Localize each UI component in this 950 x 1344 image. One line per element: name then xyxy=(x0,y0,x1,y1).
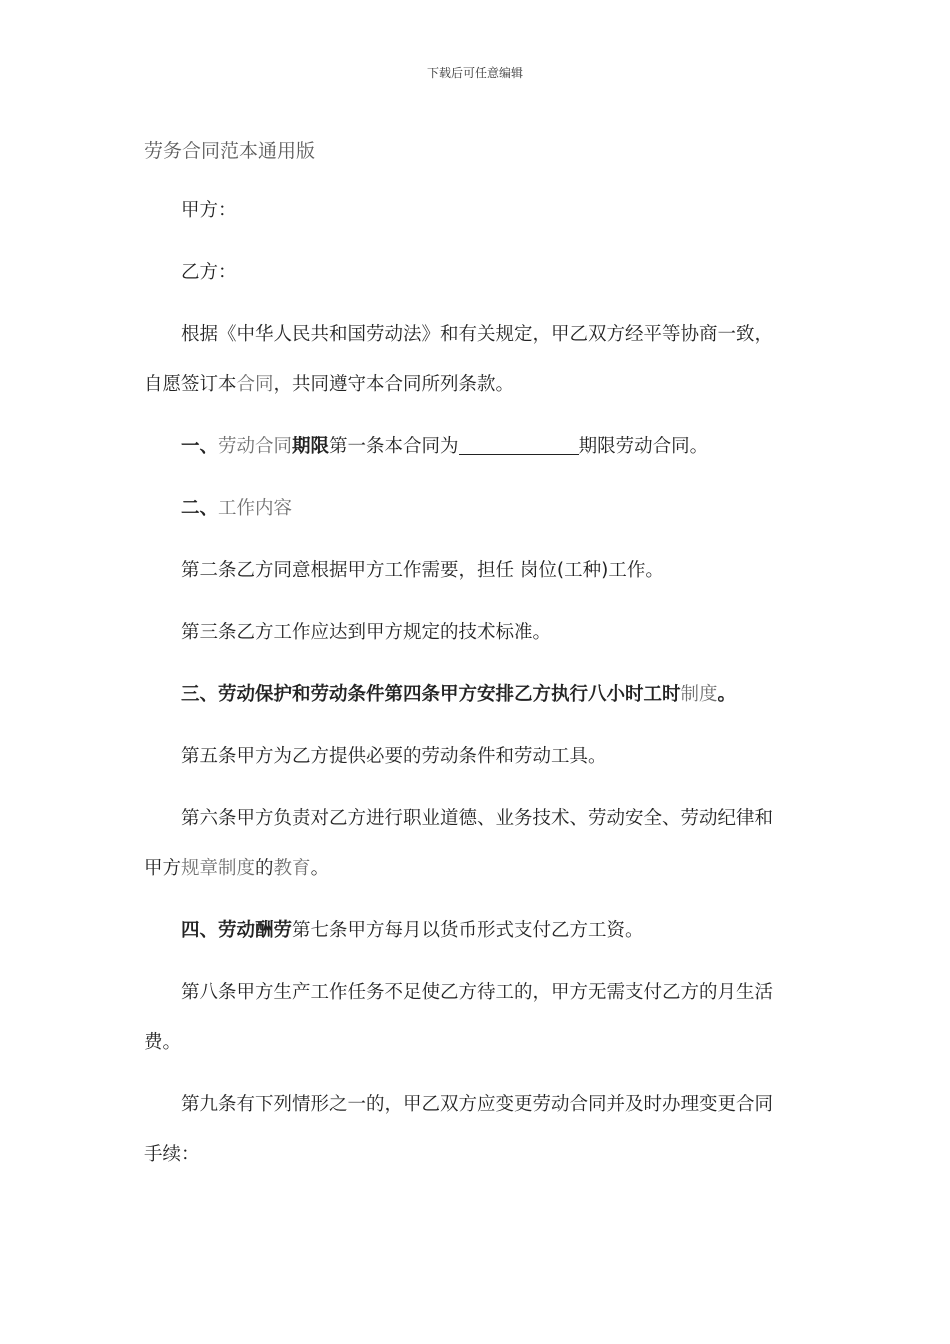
page-header-note: 下载后可任意编辑 xyxy=(426,66,523,80)
section-3-heading xyxy=(144,670,804,720)
article-8-line-1: 第八条甲方生产工作任务不足使乙方待工的，甲方无需支付乙方的月生活 xyxy=(181,982,774,1003)
article-2: 第二条乙方同意根据甲方工作需要，担任 岗位(工种)工作。 xyxy=(181,560,664,581)
article-6-line-2 xyxy=(144,844,804,894)
intro-line-2-start: 自愿签订本 xyxy=(144,374,237,395)
article-6-regulations-link: 规章制度 xyxy=(181,858,256,879)
article-6-line-2-mid: 的 xyxy=(255,858,274,879)
term-blank-line xyxy=(459,436,579,456)
article-6-line-2-start: 甲方 xyxy=(144,858,182,879)
section-1-number: 一、 xyxy=(181,436,219,457)
section-2-title: 工作内容 xyxy=(218,498,293,519)
intro-paragraph xyxy=(144,310,804,410)
article-1-text: 第一条本合同为 xyxy=(329,436,459,457)
intro-line-1: 根据《中华人民共和国劳动法》和有关规定，甲乙双方经平等协商一致， xyxy=(181,324,774,345)
party-a-label: 甲方： xyxy=(181,200,237,221)
section-2-number: 二、 xyxy=(181,498,219,519)
article-5: 第五条甲方为乙方提供必要的劳动条件和劳动工具。 xyxy=(181,746,607,767)
section-3-end: 。 xyxy=(717,684,737,705)
article-1-text-end: 期限劳动合同。 xyxy=(578,436,709,457)
section-4-bold-text: 四、劳动酬劳 xyxy=(181,920,293,941)
section-1-term xyxy=(144,422,804,472)
article-6-education-link: 教育 xyxy=(273,858,311,879)
section-2-heading xyxy=(144,484,804,534)
intro-contract-link: 合同 xyxy=(236,374,274,395)
section-1-heading-gray: 劳动合同 xyxy=(218,436,293,457)
article-6 xyxy=(144,794,804,894)
article-9-line-2: 手续： xyxy=(144,1144,200,1165)
article-6-line-1: 第六条甲方负责对乙方进行职业道德、业务技术、劳动安全、劳动纪律和 xyxy=(181,808,774,829)
document-title: 劳务合同范本通用版 xyxy=(144,140,316,162)
section-3-system-link: 制度 xyxy=(680,684,718,705)
section-4-heading xyxy=(144,906,804,956)
party-b-label: 乙方： xyxy=(181,262,237,283)
intro-line-2-end: ，共同遵守本合同所列条款。 xyxy=(273,374,515,395)
article-6-line-2-end: 。 xyxy=(310,858,330,879)
article-7-text: 第七条甲方每月以货币形式支付乙方工资。 xyxy=(292,920,644,941)
article-9-line-1: 第九条有下列情形之一的，甲乙双方应变更劳动合同并及时办理变更合同 xyxy=(181,1094,774,1115)
section-1-heading-bold: 期限 xyxy=(292,436,330,457)
section-3-bold-text: 三、劳动保护和劳动条件第四条甲方安排乙方执行八小时工时 xyxy=(181,684,681,705)
article-8-line-2: 费。 xyxy=(144,1032,182,1053)
article-8 xyxy=(144,968,804,1068)
article-3: 第三条乙方工作应达到甲方规定的技术标准。 xyxy=(181,622,552,643)
article-9 xyxy=(144,1080,804,1180)
intro-line-2 xyxy=(144,360,804,410)
